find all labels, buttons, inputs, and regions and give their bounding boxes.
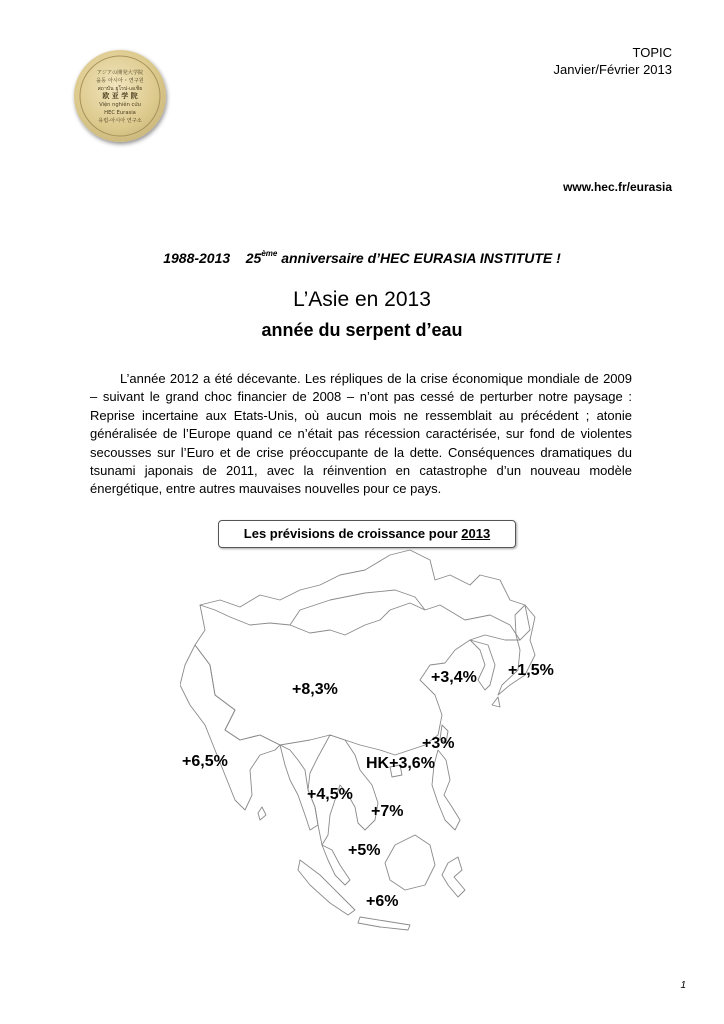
seal-text-line: 유럽-아시아 연구소 bbox=[98, 118, 142, 124]
label-hongkong: HK+3,6% bbox=[366, 755, 435, 772]
page-subtitle: année du serpent d’eau bbox=[261, 320, 463, 340]
label-china: +8,3% bbox=[292, 681, 338, 698]
label-indonesia: +6% bbox=[366, 893, 399, 910]
label-thailand: +4,5% bbox=[307, 786, 353, 803]
anniversary-line bbox=[0, 249, 724, 266]
website-link[interactable]: www.hec.fr/eurasia bbox=[563, 180, 672, 194]
forecast-title-prefix: Les prévisions de croissance pour bbox=[243, 526, 462, 541]
label-taiwan: +3% bbox=[422, 735, 455, 752]
label-vietnam: +7% bbox=[371, 803, 404, 820]
map-malaysia-outline bbox=[322, 845, 350, 885]
label-japan: +1,5% bbox=[508, 662, 554, 679]
topic-label: TOPIC bbox=[632, 45, 672, 60]
header-info bbox=[554, 44, 673, 78]
seal-text-line: HEC Eurasia bbox=[104, 110, 136, 116]
asia-map bbox=[180, 545, 580, 940]
forecast-title-year: 2013 bbox=[461, 526, 491, 541]
hec-eurasia-seal-logo bbox=[74, 50, 166, 142]
label-india: +6,5% bbox=[182, 753, 228, 770]
map-java-outline bbox=[358, 917, 410, 930]
label-malaysia: +5% bbox=[348, 842, 381, 859]
page-number: 1 bbox=[680, 980, 686, 991]
map-philippines-outline bbox=[432, 750, 460, 830]
forecast-title-box bbox=[218, 520, 516, 548]
map-sumatra-outline bbox=[298, 860, 355, 915]
anniversary-sup: ème bbox=[261, 249, 278, 258]
seal-text-line: 을동 아시아 ･ 연구원 bbox=[96, 78, 144, 84]
seal-text-line: Viện nghiên cứu bbox=[99, 102, 141, 108]
seal-text-line: 欧 亚 学 院 bbox=[102, 92, 138, 100]
seal-text-line: アジアの開発大学院 bbox=[96, 70, 144, 76]
intro-paragraph: L’année 2012 a été décevante. Les répliques de la crise économique mondiale de 2009 – suivant le grand choc financier de 2008 – n’ont pas cessé de perturber notre paysage : Reprise incertaine aux Etats-Unis, où aucun mois ne ressemblait au précédent ; atonie généralisée de l’Europe quand ce n’était pas récession caractérisée, sur fond de violentes secousses sur l’Euro et de crise préoccupante de la dette. Conséquences dramatiques du tsunami japonais de 2011, avec la réinvention en catastrophe d’un nouveau modèle énergétique, entre autres mauvaises nouvelles pour ce pays. bbox=[90, 371, 632, 497]
anniversary-years: 1988-2013 bbox=[163, 250, 231, 266]
anniversary-text: anniversaire d’HEC EURASIA INSTITUTE ! bbox=[281, 250, 561, 266]
label-korea: +3,4% bbox=[431, 669, 477, 686]
map-japan-outline bbox=[498, 605, 535, 695]
map-india-outline bbox=[180, 645, 280, 810]
map-russia-border bbox=[200, 550, 530, 640]
page-title: L’Asie en 2013 bbox=[293, 288, 431, 311]
map-mongolia-border bbox=[290, 590, 425, 625]
seal-text-line: สถาบัน ยูโรป-เอเชีย bbox=[97, 86, 143, 92]
anniversary-number: 25 bbox=[245, 250, 262, 266]
issue-date: Janvier/Février 2013 bbox=[553, 62, 672, 77]
map-borneo-outline bbox=[385, 835, 435, 890]
